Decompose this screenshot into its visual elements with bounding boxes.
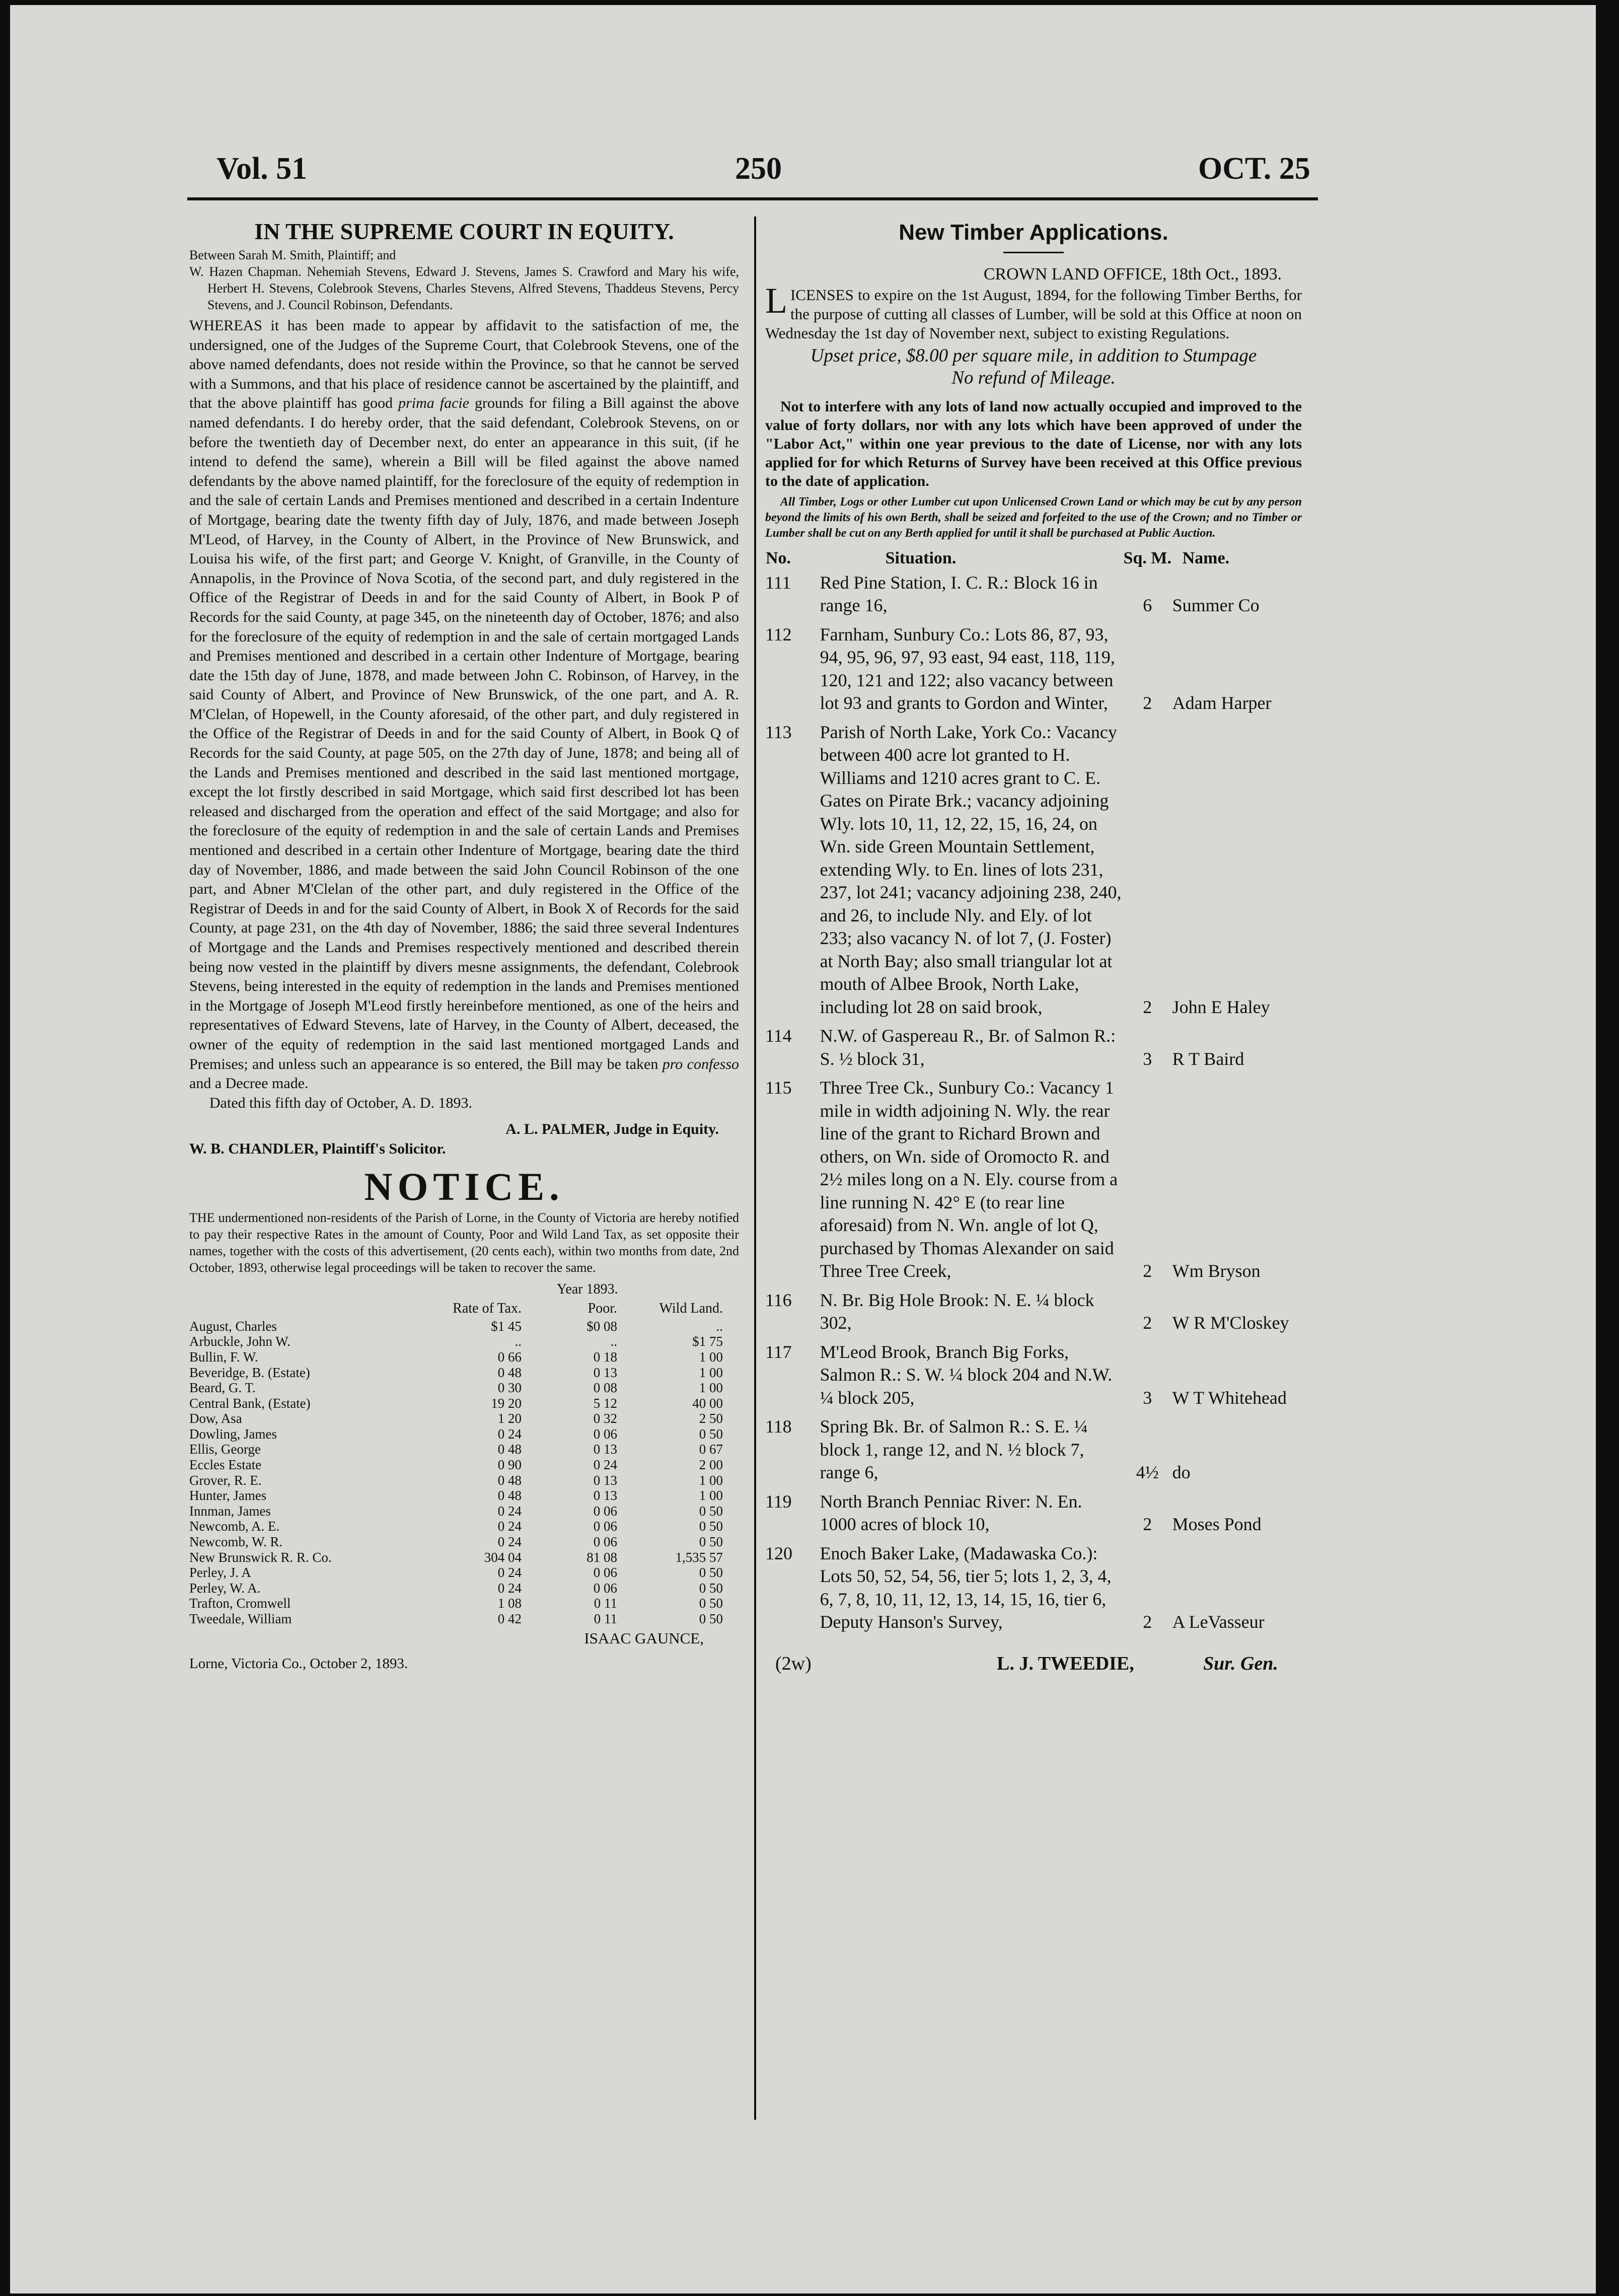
tax-rate: 0 42	[497, 1611, 522, 1626]
tax-rate: 0 24	[497, 1519, 522, 1534]
tax-row	[189, 1457, 723, 1473]
tax-wild: 1 00	[699, 1380, 723, 1396]
solicitor-signature: W. B. CHANDLER, Plaintiff's Solicitor.	[189, 1140, 446, 1157]
volume-number: Vol. 51	[216, 152, 308, 186]
tax-name: Ellis, George	[189, 1442, 261, 1457]
drop-cap: L	[765, 280, 787, 321]
tax-poor: 0 18	[593, 1349, 617, 1365]
tax-rate: 304 04	[484, 1549, 522, 1565]
entry-square-miles: 2	[1143, 693, 1152, 713]
tax-name: Perley, J. A	[189, 1565, 251, 1581]
tax-row	[189, 1488, 723, 1503]
timber-entry	[765, 1077, 1302, 1289]
entry-name: Adam Harper	[1172, 693, 1272, 713]
tax-name: Arbuckle, John W.	[189, 1334, 290, 1349]
notice-signer: ISAAC GAUNCE,	[584, 1629, 704, 1647]
tax-name: Newcomb, W. R.	[189, 1534, 283, 1550]
entry-number: 115	[765, 1078, 792, 1098]
tax-wild: ..	[716, 1318, 723, 1334]
entry-name: John E Haley	[1172, 996, 1270, 1017]
right-column	[765, 217, 1302, 1684]
entry-situation: Enoch Baker Lake, (Madawaska Co.): Lots 50, 52, 54, 56, tier 5; lots 1, 2, 3, 4, 6, 7, 8, 10, 11, 12, 13, 14, 15, 16, tier 6, Deputy Hanson's Survey,	[820, 1543, 1112, 1632]
tax-wild: 40 00	[692, 1395, 723, 1411]
entry-number: 118	[765, 1416, 792, 1437]
judge-signature: A. L. PALMER, Judge in Equity.	[505, 1121, 719, 1138]
entry-situation: Red Pine Station, I. C. R.: Block 16 in range 16,	[820, 572, 1098, 616]
tax-wild: 0 50	[699, 1503, 723, 1519]
tax-poor: 0 06	[593, 1519, 617, 1534]
tax-poor: 0 13	[593, 1365, 617, 1380]
tax-name: Eccles Estate	[189, 1457, 262, 1473]
tax-row	[189, 1396, 723, 1411]
tax-rate: 0 24	[497, 1426, 522, 1442]
timber-entry	[765, 1289, 1302, 1341]
entry-number: 111	[765, 572, 791, 593]
tax-rate: 19 20	[491, 1395, 522, 1411]
entry-name: W T Whitehead	[1172, 1387, 1287, 1408]
tax-poor: 0 11	[594, 1611, 617, 1626]
entry-number: 116	[765, 1289, 792, 1310]
court-parties-defendants: W. Hazen Chapman. Nehemiah Stevens, Edward J. Stevens, James S. Crawford and Mary his wife, Herbert H. Stevens, Colebrook Stevens, Charles Stevens, Alfred Stevens, Thaddeus Stevens, Percy Stevens, and J. Council Robinson, Defendants.	[189, 264, 739, 312]
tax-name: New Brunswick R. R. Co.	[189, 1549, 332, 1565]
tax-wild: $1 75	[692, 1334, 723, 1349]
column-rule	[754, 217, 756, 2120]
entry-number: 114	[765, 1026, 792, 1046]
newspaper-page	[10, 5, 1596, 2293]
timber-intro: LICENSES to expire on the 1st August, 1894, for the following Timber Berths, for the purpose of cutting all classes of Lumber, will be sold at this Office at noon on Wednesday the 1st day of November next, subject to existing Regulations.	[765, 280, 1302, 342]
tax-row	[189, 1365, 723, 1381]
timber-entry	[765, 1415, 1302, 1490]
tax-rate: 0 24	[497, 1580, 522, 1596]
tax-poor: 0 06	[593, 1503, 617, 1519]
tax-wild: 1 00	[699, 1349, 723, 1365]
court-dated-line: Dated this fifth day of October, A. D. 1893.	[209, 1094, 473, 1111]
timber-signature-block	[765, 1654, 1302, 1684]
page-number: 250	[735, 152, 782, 186]
tax-rate: 0 66	[497, 1349, 522, 1365]
tax-row	[189, 1473, 723, 1488]
court-parties-plaintiff: Between Sarah M. Smith, Plaintiff; and	[189, 248, 396, 262]
tax-year: Year 1893.	[557, 1281, 618, 1297]
col-sq-m: Sq. M.	[1123, 549, 1171, 567]
entry-square-miles: 2	[1143, 1261, 1152, 1281]
tax-poor: 81 08	[586, 1549, 617, 1565]
tax-poor: 0 32	[593, 1411, 617, 1426]
entry-square-miles: 2	[1143, 996, 1152, 1017]
tax-poor: ..	[610, 1334, 617, 1349]
tax-name: Grover, R. E.	[189, 1472, 262, 1488]
tax-wild: 0 50	[699, 1596, 723, 1611]
tax-name: Beveridge, B. (Estate)	[189, 1365, 310, 1380]
entry-name: R T Baird	[1172, 1048, 1244, 1069]
court-title: IN THE SUPREME COURT IN EQUITY.	[254, 219, 674, 244]
upset-price: Upset price, $8.00 per square mile, in addition to Stumpage	[810, 345, 1257, 366]
tax-rate: 0 48	[497, 1488, 522, 1503]
tax-poor: 0 13	[593, 1442, 617, 1457]
tax-row	[189, 1426, 723, 1442]
timber-entry	[765, 1025, 1302, 1077]
entry-name: A LeVasseur	[1172, 1612, 1265, 1632]
tax-wild: 0 50	[699, 1426, 723, 1442]
tax-col-rate: Rate of Tax.	[453, 1301, 522, 1317]
crown-land-office-date: CROWN LAND OFFICE, 18th Oct., 1893.	[983, 265, 1282, 283]
tax-name: Bullin, F. W.	[189, 1349, 258, 1365]
tax-wild: 2 50	[699, 1411, 723, 1426]
title-dash	[1003, 252, 1064, 253]
tax-wild: 0 50	[699, 1580, 723, 1596]
tax-rate: 1 08	[497, 1596, 522, 1611]
entry-square-miles: 6	[1143, 595, 1152, 616]
tax-name: Innman, James	[189, 1503, 271, 1519]
tax-wild: 2 00	[699, 1457, 723, 1473]
tax-col-poor: Poor.	[587, 1301, 617, 1317]
timber-entry	[765, 721, 1302, 1025]
entry-name: W R M'Closkey	[1172, 1313, 1289, 1333]
entry-square-miles: 3	[1143, 1048, 1152, 1069]
tax-rate: 0 48	[497, 1472, 522, 1488]
tax-wild: 0 50	[699, 1565, 723, 1581]
tax-poor: 0 06	[593, 1565, 617, 1581]
tax-wild: 0 67	[699, 1442, 723, 1457]
entry-name: Summer Co	[1172, 595, 1260, 616]
tax-row	[189, 1550, 723, 1565]
entry-situation: N. Br. Big Hole Brook: N. E. ¼ block 302,	[820, 1289, 1094, 1333]
tax-poor: 0 24	[593, 1457, 617, 1473]
tax-rate: 0 24	[497, 1503, 522, 1519]
issue-date: OCT. 25	[1198, 152, 1310, 186]
tax-row	[189, 1503, 723, 1519]
entry-situation: Farnham, Sunbury Co.: Lots 86, 87, 93, 94, 95, 96, 97, 93 east, 94 east, 118, 119, 120, 121 and 122; also vacancy between lot 93 and grants to Gordon and Winter,	[820, 624, 1115, 713]
timber-entry	[765, 1490, 1302, 1542]
entry-number: 113	[765, 722, 792, 742]
tax-poor: 0 06	[593, 1426, 617, 1442]
timber-title: New Timber Applications.	[899, 220, 1168, 245]
tax-poor: $0 08	[586, 1318, 617, 1334]
entry-number: 120	[765, 1543, 792, 1563]
tax-wild: 1 00	[699, 1488, 723, 1503]
tax-wild: 0 50	[699, 1611, 723, 1626]
entry-number: 119	[765, 1491, 792, 1512]
run-duration: (2w)	[775, 1653, 812, 1674]
entry-situation: Three Tree Ck., Sunbury Co.: Vacancy 1 mile in width adjoining N. Wly. the rear line of the grant to Richard Brown and others, on Wn. side of Oromocto R. and 2½ miles long on a N. Ely. course from a line running N. 42° E (to rear line aforesaid) from N. Wn. angle of lot Q, purchased by Thomas Alexander on said Three Tree Creek,	[820, 1078, 1118, 1281]
tax-row	[189, 1519, 723, 1534]
tax-poor: 0 06	[593, 1580, 617, 1596]
tax-poor: 0 13	[593, 1488, 617, 1503]
surveyor-general-title: Sur. Gen.	[1203, 1653, 1278, 1674]
col-no: No.	[766, 549, 791, 567]
tax-rate: 0 48	[497, 1365, 522, 1380]
tax-row	[189, 1581, 723, 1596]
notice-place-date: Lorne, Victoria Co., October 2, 1893.	[189, 1656, 408, 1672]
tax-wild: 0 50	[699, 1519, 723, 1534]
timber-conditions: Not to interfere with any lots of land now actually occupied and improved to the value of forty dollars, nor with any lots which have been approved of under the "Labor Act," within one year previous to the date of License, nor with any lots applied for for which Returns of Survey have been received at this Office previous to the date of application.	[765, 398, 1302, 489]
tax-row	[189, 1380, 723, 1396]
entry-situation: N.W. of Gaspereau R., Br. of Salmon R.: S. ½ block 31,	[820, 1026, 1116, 1069]
tax-name: Beard, G. T.	[189, 1380, 256, 1396]
tax-col-wild: Wild Land.	[659, 1301, 723, 1317]
timber-entry	[765, 1341, 1302, 1416]
timber-entry	[765, 623, 1302, 721]
left-column	[189, 217, 739, 1674]
tax-rate: 0 24	[497, 1534, 522, 1550]
tax-table	[189, 1280, 723, 1627]
timber-entry	[765, 1542, 1302, 1640]
tax-rate: 1 20	[497, 1411, 522, 1426]
notice-text: THE undermentioned non-residents of the Parish of Lorne, in the County of Victoria are hereby notified to pay their respective Rates in the amount of County, Poor and Wild Land Tax, as set opposite their names, together with the costs of this advertisement, (20 cents each), within two months from date, 2nd October, 1893, otherwise legal proceedings will be taken to recover the same.	[189, 1210, 739, 1275]
tax-name: Tweedale, William	[189, 1611, 292, 1626]
tax-wild: 1,535 57	[675, 1549, 723, 1565]
tax-row	[189, 1534, 723, 1550]
tax-row	[189, 1411, 723, 1426]
tax-row	[189, 1334, 723, 1349]
tax-poor: 5 12	[593, 1395, 617, 1411]
tax-wild: 1 00	[699, 1365, 723, 1380]
tax-poor: 0 13	[593, 1472, 617, 1488]
col-name: Name.	[1182, 549, 1230, 567]
entry-square-miles: 4½	[1136, 1462, 1159, 1483]
tax-row	[189, 1349, 723, 1365]
tax-name: Newcomb, A. E.	[189, 1519, 280, 1534]
no-refund: No refund of Mileage.	[951, 368, 1116, 388]
tax-poor: 0 11	[594, 1596, 617, 1611]
tax-rate: ..	[514, 1334, 522, 1349]
tax-rate: 0 90	[497, 1457, 522, 1473]
surveyor-general-signature: L. J. TWEEDIE,	[997, 1653, 1134, 1674]
tax-row	[189, 1611, 723, 1627]
timber-entries-table	[765, 548, 1302, 1640]
tax-name: Dow, Asa	[189, 1411, 242, 1426]
entry-square-miles: 2	[1143, 1313, 1152, 1333]
entry-situation: Parish of North Lake, York Co.: Vacancy between 400 acre lot granted to H. Williams and 1210 acres grant to C. E. Gates on Pirate Brk.; vacancy adjoining Wly. lots 10, 11, 12, 22, 15, 16, 24, on Wn. side Green Mountain Settlement, extending Wly. to En. lines of lots 231, 237, lot 241; vacancy adjoining 238, 240, and 26, to include Nly. and Ely. of lot 233; also vacancy N. of lot 7, (J. Foster) at North Bay; also small triangular lot at mouth of Albee Brook, North Lake, including lot 28 on said brook,	[820, 722, 1122, 1017]
tax-rate: $1 45	[491, 1318, 522, 1334]
tax-rate: 0 24	[497, 1565, 522, 1581]
entry-square-miles: 3	[1143, 1387, 1152, 1408]
entry-name: Wm Bryson	[1172, 1261, 1261, 1281]
tax-poor: 0 08	[593, 1380, 617, 1396]
tax-poor: 0 06	[593, 1534, 617, 1550]
tax-row	[189, 1596, 723, 1611]
tax-wild: 1 00	[699, 1472, 723, 1488]
tax-name: Dowling, James	[189, 1426, 277, 1442]
entry-square-miles: 2	[1143, 1514, 1152, 1535]
timber-entry	[765, 571, 1302, 623]
tax-name: Trafton, Cromwell	[189, 1596, 291, 1611]
notice-title: NOTICE.	[364, 1164, 564, 1208]
tax-row	[189, 1442, 723, 1457]
entry-situation: M'Leod Brook, Branch Big Forks, Salmon R.: S. W. ¼ block 204 and N.W. ¼ block 205,	[820, 1341, 1113, 1408]
tax-name: Perley, W. A.	[189, 1580, 261, 1596]
tax-row	[189, 1319, 723, 1334]
court-order-text: WHEREAS it has been made to appear by affidavit to the satisfaction of me, the undersigned, one of the Judges of the Supreme Court, that Colebrook Stevens, one of the above named defendants, does not reside within the Province, so that he cannot be served with a Summons, and that his place of residence cannot be ascertained by the plaintiff, and that the above plaintiff has good prima facie grounds for filing a Bill against the above named defendants. I do hereby order, that the said defendant, Colebrook Stevens, on or before the twentieth day of December next, do enter an appearance in this suit, (if he intend to defend the same), wherein a Bill will be filed against the above named defendants by the above named plaintiff, for the foreclosure of the equity of redemption in and the sale of certain Lands and Premises mentioned and described in a certain Indenture of Mortgage, bearing date the twenty fifth day of July, 1876, and made between Joseph M'Leod, of Harvey, in the County of Albert, in the Province of New Brunswick, and Louisa his wife, of the first part; and George V. Knight, of Granville, in the County of Annapolis, in the Province of Nova Scotia, of the second part, and duly registered in the Office of the Registrar of Deeds in and for the said County of Albert, in Book P of Records for the said County, at page 345, on the nineteenth day of October, 1876; and also for the foreclosure of the equity of redemption in and the sale of certain mortgaged Lands and Premises mentioned and described in a certain other Indenture of Mortgage, bearing date the 15th day of June, 1878, and made between John C. Robinson, of Harvey, in the said County of Albert, and Province of New Brunswick, of the one part, and A. R. M'Clelan, of Hopewell, in the County aforesaid, of the other part, and duly registered in the Office of the Registrar of Deeds in and for the said County of Albert, in Book Q of Records for the said County, at page 505, on the 27th day of June, 1878; and being all of the Lands and Premises mentioned and described in the said last mentioned mortgage, except the lot firstly described in said Mortgage, which said first described lot has been released and discharged from the operation and effect of the said Mortgage; and also for the foreclosure of the equity of redemption in and the sale of certain Lands and Premises mentioned and described in a certain other Indenture of Mortgage, bearing date the third day of November, 1886, and made between the said John Council Robinson of the one part, and Abner M'Clelan of the other part, and duly registered in the Office of the Registrar of Deeds in and for the said County of Albert, in Book X of Records for the said County, at page 231, on the 4th day of November, 1886; the said three several Indentures of Mortgage and the Lands and Premises respectively mentioned and described therein being now vested in the plaintiff by divers mesne assignments, the defendant, Colebrook Stevens, being interested in the equity of redemption in the lands and Premises mentioned in the Mortgage of Joseph M'Leod firstly hereinbefore mentioned, as one of the heirs and representatives of Edward Stevens, late of Harvey, in the County of Albert, deceased, the owner of the equity of redemption in the said last mentioned mortgaged Lands and Premises; and unless such an appearance is so entered, the Bill may be taken pro confesso and a Decree made.	[189, 317, 739, 1092]
tax-rate: 0 48	[497, 1442, 522, 1457]
col-situation: Situation.	[885, 549, 956, 567]
tax-row	[189, 1565, 723, 1581]
header-rule	[187, 197, 1318, 200]
entry-number: 117	[765, 1341, 792, 1362]
timber-warning: All Timber, Logs or other Lumber cut upon Unlicensed Crown Land or which may be cut by any person beyond the limits of his own Berth, shall be seized and forfeited to the use of the Crown; and no Timber or Lumber shall be cut on any Berth applied for until it shall be purchased at Public Auction.	[765, 495, 1302, 540]
entry-name: Moses Pond	[1172, 1514, 1262, 1535]
entry-name: do	[1172, 1462, 1191, 1483]
entry-square-miles: 2	[1143, 1612, 1152, 1632]
tax-rate: 0 30	[497, 1380, 522, 1396]
tax-name: August, Charles	[189, 1318, 277, 1334]
entry-number: 112	[765, 624, 792, 644]
tax-name: Central Bank, (Estate)	[189, 1395, 311, 1411]
tax-wild: 0 50	[699, 1534, 723, 1550]
tax-name: Hunter, James	[189, 1488, 267, 1503]
entry-situation: North Branch Penniac River: N. En. 1000 acres of block 10,	[820, 1491, 1082, 1535]
entry-situation: Spring Bk. Br. of Salmon R.: S. E. ¼ block 1, range 12, and N. ½ block 7, range 6,	[820, 1416, 1088, 1483]
